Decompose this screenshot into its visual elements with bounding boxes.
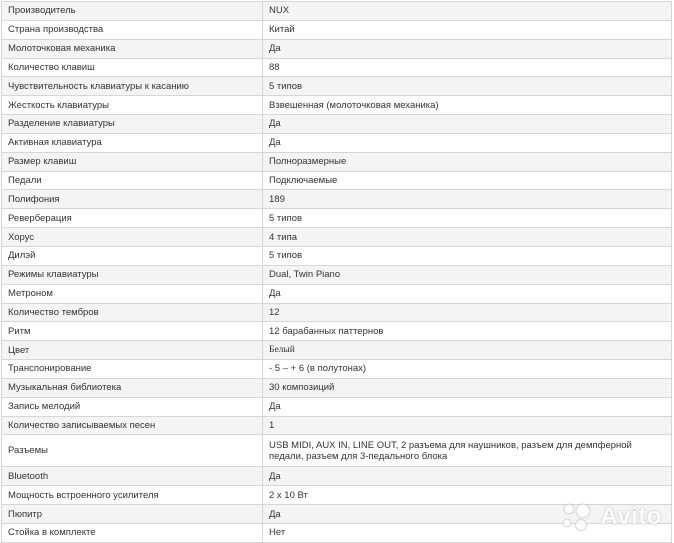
table-row [2, 209, 672, 228]
spec-value: 12 [263, 303, 672, 322]
spec-value: Да [263, 505, 672, 524]
table-row [2, 246, 672, 265]
table-row [2, 322, 672, 341]
table-row [2, 152, 672, 171]
spec-name: Запись мелодий [2, 397, 263, 416]
table-row [2, 467, 672, 486]
spec-name: Активная клавиатура [2, 133, 263, 152]
spec-value: 2 х 10 Вт [263, 486, 672, 505]
spec-name: Педали [2, 171, 263, 190]
spec-value: Полноразмерные [263, 152, 672, 171]
spec-value: NUX [263, 2, 672, 21]
spec-value: Взвешенная (молоточковая механика) [263, 96, 672, 115]
spec-name: Стойка в комплекте [2, 523, 263, 542]
spec-name: Страна производства [2, 20, 263, 39]
spec-value: 88 [263, 58, 672, 77]
spec-value: - 5 – + 6 (в полутонах) [263, 360, 672, 379]
spec-name: Цвет [2, 341, 263, 360]
table-row [2, 133, 672, 152]
spec-name: Реверберация [2, 209, 263, 228]
table-row [2, 397, 672, 416]
spec-value: Да [263, 133, 672, 152]
table-row [2, 341, 672, 360]
spec-value: Нет [263, 523, 672, 542]
spec-name: Дилэй [2, 246, 263, 265]
avito-logo-icon [561, 502, 595, 532]
table-row [2, 171, 672, 190]
spec-name: Полифония [2, 190, 263, 209]
spec-value: USB MIDI, AUX IN, LINE OUT, 2 разъема для наушников, разъем для демпферной педали, разъем для 3-педального блока [263, 435, 672, 467]
spec-value: Подключаемые [263, 171, 672, 190]
table-row [2, 435, 672, 467]
spec-value: 5 типов [263, 246, 672, 265]
avito-watermark [561, 502, 662, 532]
spec-name: Транспонирование [2, 360, 263, 379]
spec-name: Количество клавиш [2, 58, 263, 77]
spec-name: Молоточковая механика [2, 39, 263, 58]
table-row [2, 77, 672, 96]
spec-name: Чувствительность клавиатуры к касанию [2, 77, 263, 96]
specifications-table [1, 1, 672, 543]
spec-name: Ритм [2, 322, 263, 341]
table-row [2, 303, 672, 322]
spec-value: Да [263, 39, 672, 58]
table-row [2, 378, 672, 397]
table-row [2, 265, 672, 284]
spec-name: Количество тембров [2, 303, 263, 322]
spec-value: Китай [263, 20, 672, 39]
avito-watermark-text: Avito [600, 503, 662, 530]
spec-value: 4 типа [263, 228, 672, 247]
table-row [2, 190, 672, 209]
spec-value: Да [263, 284, 672, 303]
spec-name: Разделение клавиатуры [2, 115, 263, 134]
spec-name: Жесткость клавиатуры [2, 96, 263, 115]
spec-name: Мощность встроенного усилителя [2, 486, 263, 505]
spec-value: Да [263, 115, 672, 134]
spec-name: Bluetooth [2, 467, 263, 486]
spec-value: 5 типов [263, 209, 672, 228]
spec-value: 12 барабанных паттернов [263, 322, 672, 341]
spec-name: Пюпитр [2, 505, 263, 524]
table-row [2, 416, 672, 435]
spec-value: Да [263, 467, 672, 486]
spec-value: Да [263, 397, 672, 416]
spec-name: Количество записываемых песен [2, 416, 263, 435]
spec-name: Производитель [2, 2, 263, 21]
spec-value: Белый [263, 341, 672, 360]
spec-name: Размер клавиш [2, 152, 263, 171]
table-row [2, 96, 672, 115]
spec-value: 1 [263, 416, 672, 435]
table-row [2, 2, 672, 21]
table-row [2, 115, 672, 134]
table-row [2, 360, 672, 379]
spec-name: Метроном [2, 284, 263, 303]
spec-name: Режимы клавиатуры [2, 265, 263, 284]
table-row [2, 228, 672, 247]
spec-name: Хорус [2, 228, 263, 247]
spec-value: 5 типов [263, 77, 672, 96]
table-row [2, 58, 672, 77]
spec-name: Разъемы [2, 435, 263, 467]
spec-value: 189 [263, 190, 672, 209]
spec-value: Dual, Twin Piano [263, 265, 672, 284]
table-row [2, 39, 672, 58]
table-row [2, 284, 672, 303]
spec-value: 30 композиций [263, 378, 672, 397]
table-row [2, 20, 672, 39]
spec-name: Музыкальная библиотека [2, 378, 263, 397]
